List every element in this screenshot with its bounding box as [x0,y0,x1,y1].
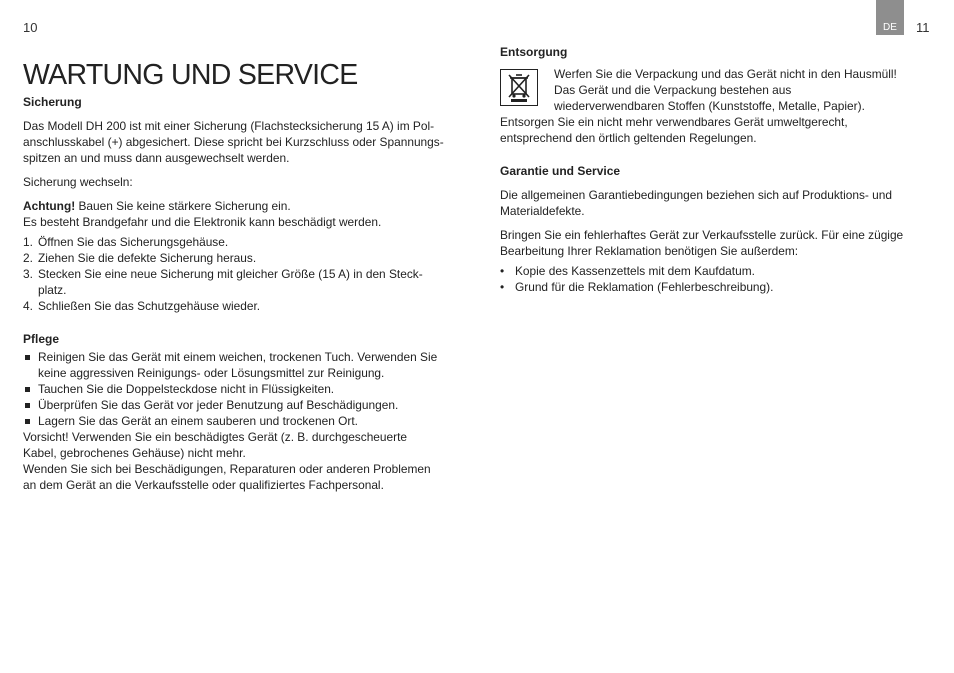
entsorgung-indented [554,66,934,114]
note-line-3: Wenden Sie sich bei Beschädigungen, Reparaturen oder anderen Problemen [23,462,431,476]
warning-label: Achtung! [23,199,76,213]
sicherung-line-2: anschlusskabel (+) abgesichert. Diese spricht bei Kurzschluss oder Spannungs- [23,135,444,149]
right-column [500,114,930,295]
bin-svg [501,70,537,105]
step-item [23,250,463,266]
step-number: 2. [23,251,33,265]
garantie-item-text: Grund für die Reklamation (Fehlerbeschreibung). [515,280,774,294]
warning-text: Bauen Sie keine stärkere Sicherung ein. [75,199,291,213]
entsorgung-heading-wrap [500,44,940,60]
note-line-1: Vorsicht! Verwenden Sie ein beschädigtes Gerät (z. B. durchgescheuerte [23,430,408,444]
pflege-item [23,349,463,381]
entsorgung-heading: Entsorgung [500,45,568,59]
warning-line-1 [23,198,463,214]
step-item [23,234,463,250]
garantie-heading: Garantie und Service [500,164,621,178]
step-number: 4. [23,299,33,313]
sicherung-heading: Sicherung [23,95,82,109]
page-number-right: 11 [916,20,930,35]
step-number: 3. [23,267,33,281]
sicherung-line-1: Das Modell DH 200 ist mit einer Sicherung (Flachstecksicherung 15 A) im Pol- [23,119,435,133]
step-item [23,298,463,314]
pflege-item [23,381,463,397]
pflege-text-cont: keine aggressiven Reinigungs- oder Lösungsmittel zur Reinigung. [38,366,385,380]
sicherung-wechseln: Sicherung wechseln: [23,175,133,189]
garantie-line-3: Bringen Sie ein fehlerhaftes Gerät zur Verkaufsstelle zurück. Für eine zügige [500,228,904,242]
sicherung-line-3: spitzen an und muss dann ausgewechselt werden. [23,151,290,165]
garantie-item [500,263,930,279]
bullet-square [25,403,30,408]
garantie-item-text: Kopie des Kassenzettels mit dem Kaufdatum. [515,264,755,278]
note-line-2: Kabel, gebrochenes Gehäuse) nicht mehr. [23,446,246,460]
page-title: WARTUNG UND SERVICE [23,59,358,92]
garantie-list [500,263,930,295]
steps-list [23,234,463,314]
note-line-4: an dem Gerät an die Verkaufsstelle oder qualifiziertes Fachpersonal. [23,478,384,492]
warning-line-2: Es besteht Brandgefahr und die Elektronik kann beschädigt werden. [23,215,382,229]
bullet-dot: • [500,264,505,278]
left-column [23,94,463,493]
garantie-line-1: Die allgemeinen Garantiebedingungen beziehen sich auf Produktions- und [500,188,892,202]
page-number-left: 10 [23,20,38,35]
crossed-out-wheelie-bin-icon [500,69,538,106]
garantie-line-2: Materialdefekte. [500,204,585,218]
step-item [23,266,463,298]
language-tab [876,0,904,35]
entsorgung-line-3: wiederverwendbaren Stoffen (Kunststoffe, Metalle, Papier). [554,99,865,113]
pflege-text: Reinigen Sie das Gerät mit einem weichen, trockenen Tuch. Verwenden Sie [38,350,438,364]
step-text: Stecken Sie eine neue Sicherung mit gleicher Größe (15 A) in den Steck- [38,267,423,281]
step-text: Öffnen Sie das Sicherungsgehäuse. [38,235,229,249]
pflege-text: Lagern Sie das Gerät an einem sauberen und trockenen Ort. [38,414,358,428]
pflege-heading: Pflege [23,332,60,346]
entsorgung-line-1: Werfen Sie die Verpackung und das Gerät nicht in den Hausmüll! [554,67,897,81]
step-text: Schließen Sie das Schutzgehäuse wieder. [38,299,261,313]
step-text: Ziehen Sie die defekte Sicherung heraus. [38,251,257,265]
step-text-cont: platz. [38,283,67,297]
pflege-item [23,397,463,413]
pflege-item [23,413,463,429]
pflege-list [23,349,463,429]
entsorgung-line-2: Das Gerät und die Verpackung bestehen aus [554,83,792,97]
bullet-square [25,355,30,360]
step-number: 1. [23,235,33,249]
pflege-text: Tauchen Sie die Doppelsteckdose nicht in Flüssigkeiten. [38,382,335,396]
garantie-line-4: Bearbeitung Ihrer Reklamation benötigen Sie außerdem: [500,244,799,258]
bullet-square [25,419,30,424]
bullet-square [25,387,30,392]
bullet-dot: • [500,280,505,294]
language-tab-label: DE [883,22,897,33]
pflege-text: Überprüfen Sie das Gerät vor jeder Benutzung auf Beschädigungen. [38,398,399,412]
garantie-item [500,279,930,295]
entsorgung-text-1: Entsorgen Sie ein nicht mehr verwendbares Gerät umweltgerecht, [500,115,848,129]
entsorgung-text-2: entsprechend den örtlich geltenden Regelungen. [500,131,757,145]
